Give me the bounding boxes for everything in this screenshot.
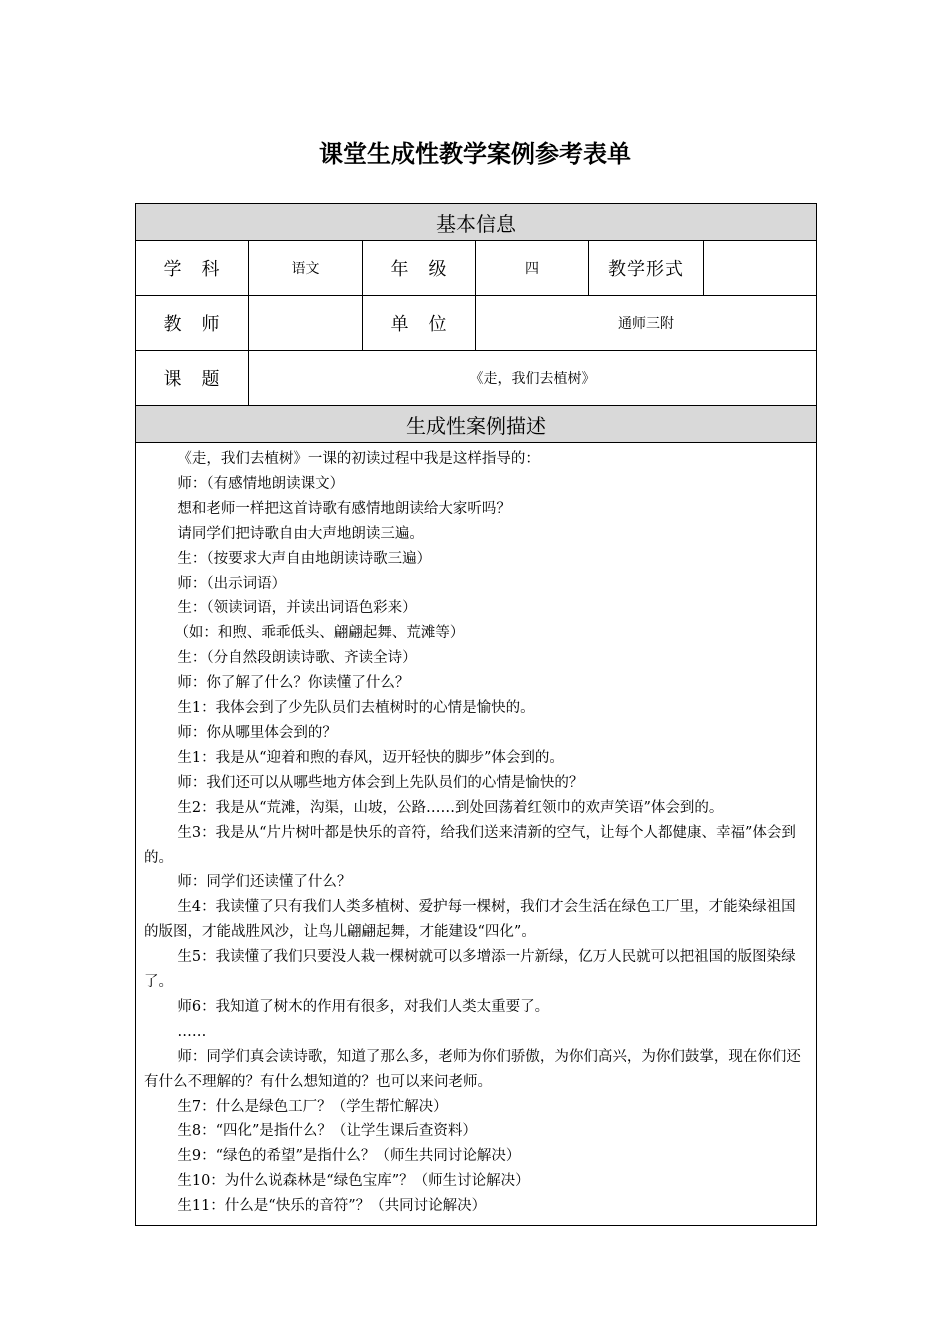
grade-label: 年 级 — [363, 241, 476, 296]
document-title: 课堂生成性教学案例参考表单 — [319, 140, 631, 168]
case-paragraph: 生4：我读懂了只有我们人类多植树、爱护每一棵树，我们才会生活在绿色工厂里，才能染绿祖国的版图，才能战胜风沙，让鸟儿翩翩起舞，才能建设“四化”。 — [144, 899, 796, 941]
case-paragraph: 师：你了解了什么？你读懂了什么？ — [177, 675, 410, 692]
case-paragraph: 生8：“四化”是指什么？（让学生课后查资料） — [177, 1123, 477, 1140]
grade-value: 四 — [476, 241, 589, 296]
basic-info-header: 基本信息 — [136, 204, 817, 241]
case-paragraph: 生1：我体会到了少先队员们去植树时的心情是愉快的。 — [177, 700, 535, 717]
teacher-label: 教 师 — [136, 296, 249, 351]
case-paragraph: 师：你从哪里体会到的？ — [177, 724, 337, 741]
case-paragraph: 生5：我读懂了我们只要没人栽一棵树就可以多增添一片新绿，亿万人民就可以把祖国的版图染绿了。 — [144, 949, 796, 991]
topic-label: 课 题 — [136, 351, 249, 406]
case-paragraph: 生：（领读词语，并读出词语色彩来） — [177, 600, 417, 617]
topic-value: 《走，我们去植树》 — [249, 351, 817, 406]
case-paragraph: 请同学们把诗歌自由大声地朗读三遍。 — [177, 525, 424, 542]
case-paragraph: 生：（按要求大声自由地朗读诗歌三遍） — [177, 550, 432, 567]
case-paragraph: 生10：为什么说森林是“绿色宝库”？（师生讨论解决） — [177, 1173, 530, 1190]
case-paragraph: 生3：我是从“片片树叶都是快乐的音符，给我们送来清新的空气，让每个人都健康、幸福”体会到的。 — [144, 824, 796, 866]
case-paragraph: 生9：“绿色的希望”是指什么？（师生共同讨论解决） — [177, 1148, 521, 1165]
unit-label: 单 位 — [363, 296, 476, 351]
case-paragraph: 师6：我知道了树木的作用有很多，对我们人类太重要了。 — [177, 998, 550, 1015]
case-paragraph: （如：和煦、乖乖低头、翩翩起舞、荒滩等） — [174, 625, 465, 642]
case-paragraph: 生：（分自然段朗读诗歌、齐读全诗） — [177, 650, 417, 667]
subject-label: 学 科 — [136, 241, 249, 296]
case-description-header: 生成性案例描述 — [136, 406, 817, 443]
case-paragraph: 师：同学们还读懂了什么？ — [177, 874, 352, 891]
case-paragraph: 生7：什么是绿色工厂？（学生帮忙解决） — [177, 1098, 448, 1115]
teacher-value — [249, 296, 363, 351]
case-paragraph: 《走，我们去植树》一课的初读过程中我是这样指导的： — [177, 451, 540, 467]
case-paragraph: 师：同学们真会读诗歌，知道了那么多，老师为你们骄傲，为你们高兴，为你们鼓掌，现在你们还有什么不理解的？有什么想知道的？也可以来问老师。 — [144, 1048, 801, 1090]
case-description-body — [136, 443, 817, 1226]
teaching-format-label: 教学形式 — [589, 241, 704, 296]
case-paragraph: 想和老师一样把这首诗歌有感情地朗读给大家听吗？ — [177, 500, 511, 517]
teaching-format-value — [704, 241, 817, 296]
case-paragraph: 师：我们还可以从哪些地方体会到上先队员们的心情是愉快的？ — [177, 774, 584, 791]
case-paragraph: 生2：我是从“荒滩，沟渠，山坡，公路……到处回荡着红领巾的欢声笑语”体会到的。 — [177, 799, 724, 816]
subject-value: 语文 — [249, 241, 363, 296]
case-paragraph: …… — [177, 1023, 207, 1040]
case-paragraph: 师：（有感情地朗读课文） — [177, 475, 345, 492]
case-paragraph: 师：（出示词语） — [177, 575, 287, 592]
unit-value: 通师三附 — [476, 296, 817, 351]
case-paragraph: 生1：我是从“迎着和煦的春风，迈开轻快的脚步”体会到的。 — [177, 749, 564, 766]
case-form-table — [135, 203, 817, 1226]
case-paragraph: 生11：什么是“快乐的音符”？（共同讨论解决） — [177, 1198, 487, 1215]
